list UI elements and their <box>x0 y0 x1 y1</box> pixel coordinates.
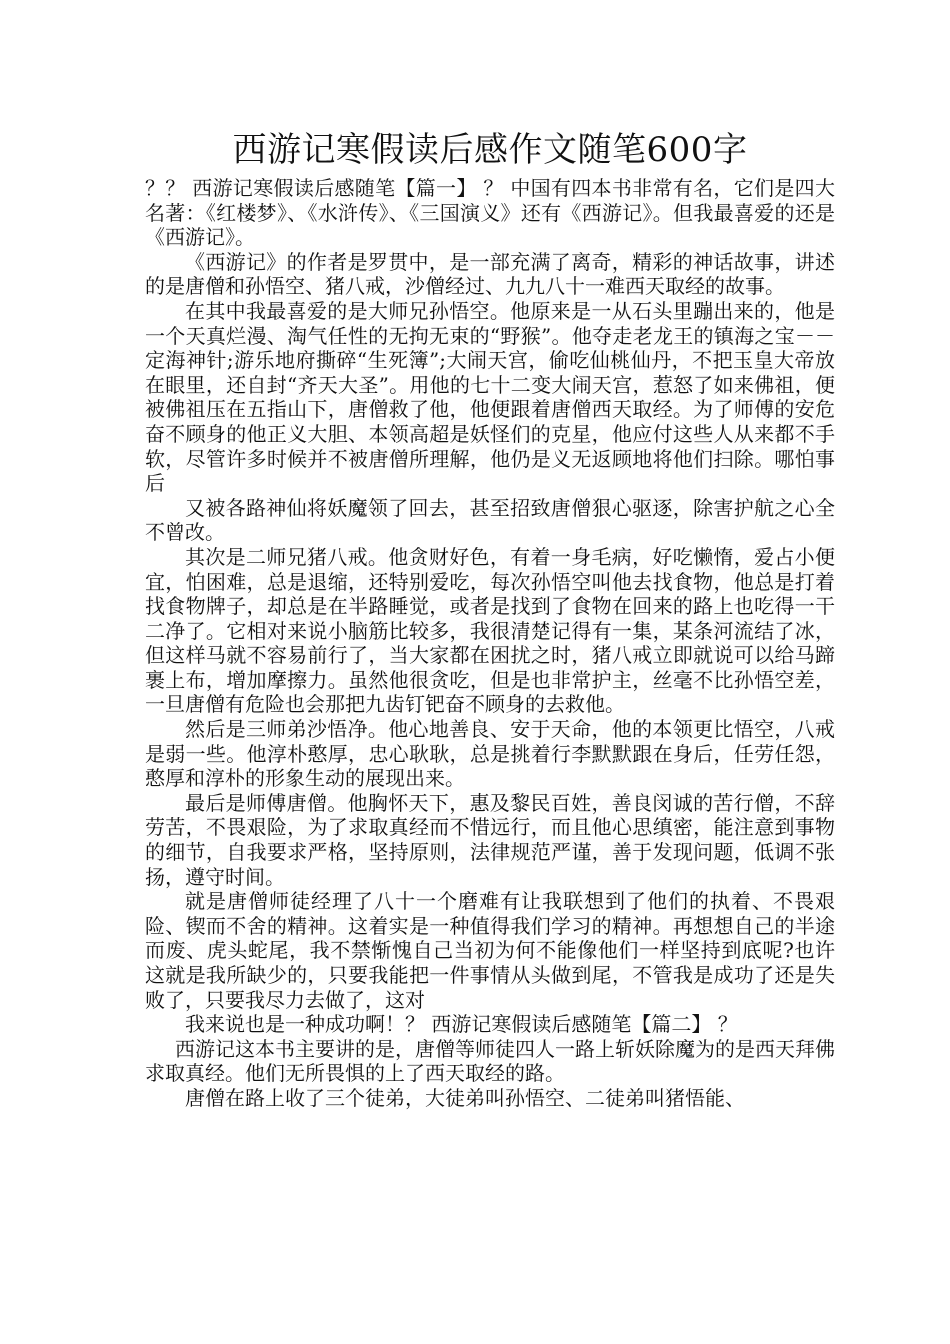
paragraph: 《西游记》的作者是罗贯中，是一部充满了离奇，精彩的神话故事，讲述的是唐僧和孙悟空、猪八戒，沙僧经过、九九八十一难西天取经的故事。 <box>145 249 835 299</box>
document-title: 西游记寒假读后感作文随笔600字 <box>232 130 748 170</box>
paragraph: 西游记这本书主要讲的是，唐僧等师徒四人一路上斩妖除魔为的是西天拜佛求取真经。他们无所畏惧的上了西天取经的路。 <box>145 1036 835 1086</box>
paragraph: 又被各路神仙将妖魔领了回去，甚至招致唐僧狠心驱逐，除害护航之心全不曾改。 <box>145 495 835 545</box>
paragraph: 在其中我最喜爱的是大师兄孙悟空。他原来是一从石头里蹦出来的，他是一个天真烂漫、淘气任性的无拘无束的“野猴”。他夺走老龙王的镇海之宝－－定海神针;游乐地府撕碎“生死簿”;大闹天宫，偷吃仙桃仙丹，不把玉皇大帝放在眼里，还自封“齐天大圣”。用他的七十二变大闹天宫，惹怒了如来佛祖，便被佛祖压在五指山下，唐僧救了他，他便跟着唐僧西天取经。为了师傅的安危奋不顾身的他正义大胆、本领高超是妖怪们的克星，他应付这些人从来都不手软，尽管许多时候并不被唐僧所理解，他仍是义无返顾地将他们扫除。哪怕事后 <box>145 298 835 496</box>
paragraph: 就是唐僧师徒经理了八十一个磨难有让我联想到了他们的执着、不畏艰险、锲而不舍的精神。这着实是一种值得我们学习的精神。再想想自己的半途而废、虎头蛇尾，我不禁惭愧自己当初为何不能像他们一样坚持到底呢?也许这就是我所缺少的，只要我能把一件事情从头做到尾，不管我是成功了还是失败了，只要我尽力去做了，这对 <box>145 889 835 1012</box>
paragraph: ？？ 西游记寒假读后感随笔【篇一】 ？ 中国有四本书非常有名，它们是四大名著：《红楼梦》、《水浒传》、《三国演义》还有《西游记》。但我最喜爱的还是《西游记》。 <box>145 176 835 250</box>
paragraph: 我来说也是一种成功啊！？ 西游记寒假读后感随笔【篇二】 ？ <box>185 1012 738 1037</box>
paragraph: 然后是三师弟沙悟净。他心地善良、安于天命，他的本领更比悟空，八戒是弱一些。他淳朴憨厚，忠心耿耿，总是挑着行李默默跟在身后，任劳任怨，憨厚和淳朴的形象生动的展现出来。 <box>145 717 835 791</box>
paragraph: 最后是师傅唐僧。他胸怀天下，惠及黎民百姓，善良闵诚的苦行僧，不辞劳苦，不畏艰险，为了求取真经而不惜远行，而且他心思缜密，能注意到事物的细节，自我要求严格，坚持原则，法律规范严谨，善于发现问题，低调不张扬，遵守时间。 <box>145 790 835 889</box>
paragraph: 唐僧在路上收了三个徒弟，大徒弟叫孙悟空、二徒弟叫猪悟能、 <box>185 1085 745 1110</box>
paragraph: 其次是二师兄猪八戒。他贪财好色，有着一身毛病，好吃懒惰，爱占小便宜，怕困难，总是退缩，还特别爱吃，每次孙悟空叫他去找食物，他总是打着找食物牌子，却总是在半路睡觉，或者是找到了食物在回来的路上也吃得一干二净了。它相对来说小脑筋比较多，我很清楚记得有一集，某条河流结了冰，但这样马就不容易前行了，当大家都在困扰之时，猪八戒立即就说可以给马蹄裹上布，增加摩擦力。虽然他很贪吃，但是也非常护主，丝毫不比孙悟空差，一旦唐僧有危险也会那把九齿钉钯奋不顾身的去救他。 <box>145 544 835 717</box>
document-page <box>145 128 835 1111</box>
